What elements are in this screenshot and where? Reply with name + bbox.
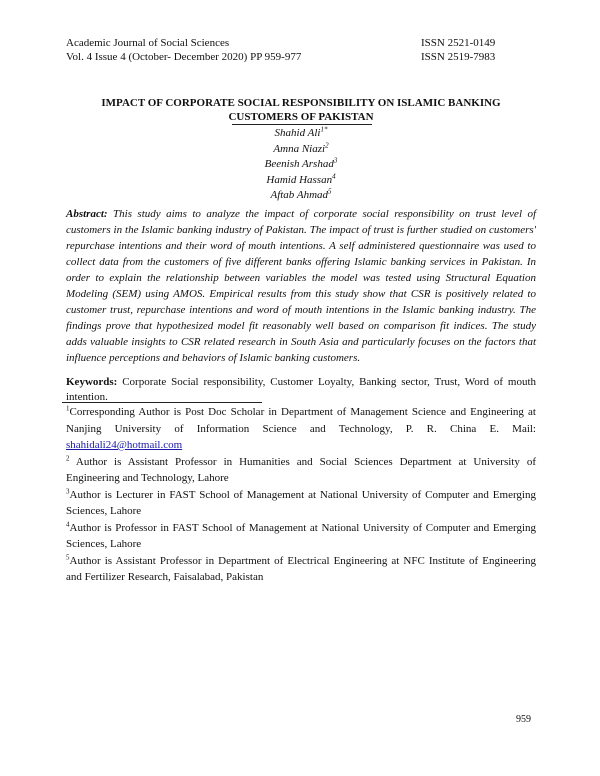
email-link[interactable]: shahidali24@hotmail.com	[66, 439, 183, 451]
author-affiliation-mark: 5	[328, 187, 332, 196]
author	[66, 142, 536, 158]
issue-info: Vol. 4 Issue 4 (October- December 2020) PP 959-977	[66, 51, 302, 63]
footnote-separator	[62, 402, 262, 403]
keywords	[66, 375, 536, 405]
page-number: 959	[516, 714, 531, 725]
author	[66, 173, 536, 189]
keywords-text: Corporate Social responsibility, Customer Loyalty, Banking sector, Trust, Word of mouth intention.	[66, 376, 536, 403]
author	[66, 157, 536, 173]
author-name: Beenish Arshad	[264, 158, 334, 170]
author-affiliation-mark: 4	[332, 171, 336, 180]
author-list	[66, 126, 536, 204]
author-name: Amna Niazi	[273, 142, 326, 155]
footnote-mark: 2	[66, 453, 70, 462]
footnote-mark: 5	[66, 552, 70, 561]
footnote-mark: 3	[66, 486, 70, 495]
abstract-text: This study aims to analyze the impact of corporate social responsibility on trust level of customers in the Islamic banking industry of Pakistan. The impact of trust is further studied on customers' repurchase intentions and their word of mouth intentions. A self administered questionnaire was used to collect data from the customers of five different banks offering Islamic banking services in Pakistan. In order to explain the relationship between variables the model was tested using Structural Equation Modeling (SEM) using AMOS. Empirical results from this study show that CSR is positively related to customer trust, repurchase intentions and word of mouth intentions in the Islamic banking industry. The findings prove that hypothesized model fit reasonably well based on comparison fit indices. The study adds valuable insights to CSR related research in South Asia and particularly focuses on the factors that influence perceptions and behaviors of Islamic banking customers.	[66, 208, 537, 364]
footnote-text: Corresponding Author is Post Doc Scholar in Department of Management Science and Engineering at Nanjing University of Information Science and Technology, P. R. China E. Mail:	[66, 406, 536, 435]
author-name: Aftab Ahmad	[270, 189, 329, 201]
issn-online: ISSN 2519-7983	[421, 51, 496, 63]
author-name: Shahid Ali	[274, 127, 321, 139]
journal-name: Academic Journal of Social Sciences	[66, 37, 230, 49]
footnote	[66, 454, 536, 487]
footnote-text: Author is Assistant Professor in Humanities and Social Sciences Department at University of Engineering and Technology, Lahore	[66, 455, 536, 484]
running-header-right	[421, 36, 495, 64]
footnote-text: Author is Professor in FAST School of Management at National University of Computer and Emerging Sciences, Lahore	[66, 521, 536, 550]
abstract-label: Abstract:	[66, 208, 108, 220]
author-affiliation-mark: 3	[333, 156, 338, 165]
author-name: Hamid Hassan	[266, 173, 333, 186]
author	[66, 126, 536, 142]
footnote-mark: 4	[66, 519, 70, 528]
paper-title	[66, 96, 536, 124]
abstract	[66, 206, 536, 366]
title-line-1: IMPACT OF CORPORATE SOCIAL RESPONSIBILITY ON ISLAMIC BANKING	[101, 97, 501, 109]
author-affiliation-mark: 1*	[320, 125, 328, 134]
footnote-text: Author is Assistant Professor in Department of Electrical Engineering at NFC Institute of Engineering and Fertilizer Research, Faisalabad, Pakistan	[66, 554, 536, 583]
footnote	[66, 487, 536, 520]
footnote-mark: 1	[66, 404, 70, 413]
issn-print: ISSN 2521-0149	[421, 37, 496, 49]
footnote	[66, 553, 536, 586]
footnote	[66, 404, 536, 454]
title-line-2: CUSTOMERS OF PAKISTAN	[228, 111, 374, 123]
footnote	[66, 520, 536, 553]
author	[66, 188, 536, 204]
footnote-text: Author is Lecturer in FAST School of Management at National University of Computer and Emerging Sciences, Lahore	[66, 488, 536, 517]
title-underline	[232, 124, 372, 125]
author-affiliation-mark: 2	[325, 140, 329, 149]
running-header-left	[66, 36, 301, 64]
footnotes	[66, 404, 536, 586]
keywords-label: Keywords:	[66, 376, 118, 388]
